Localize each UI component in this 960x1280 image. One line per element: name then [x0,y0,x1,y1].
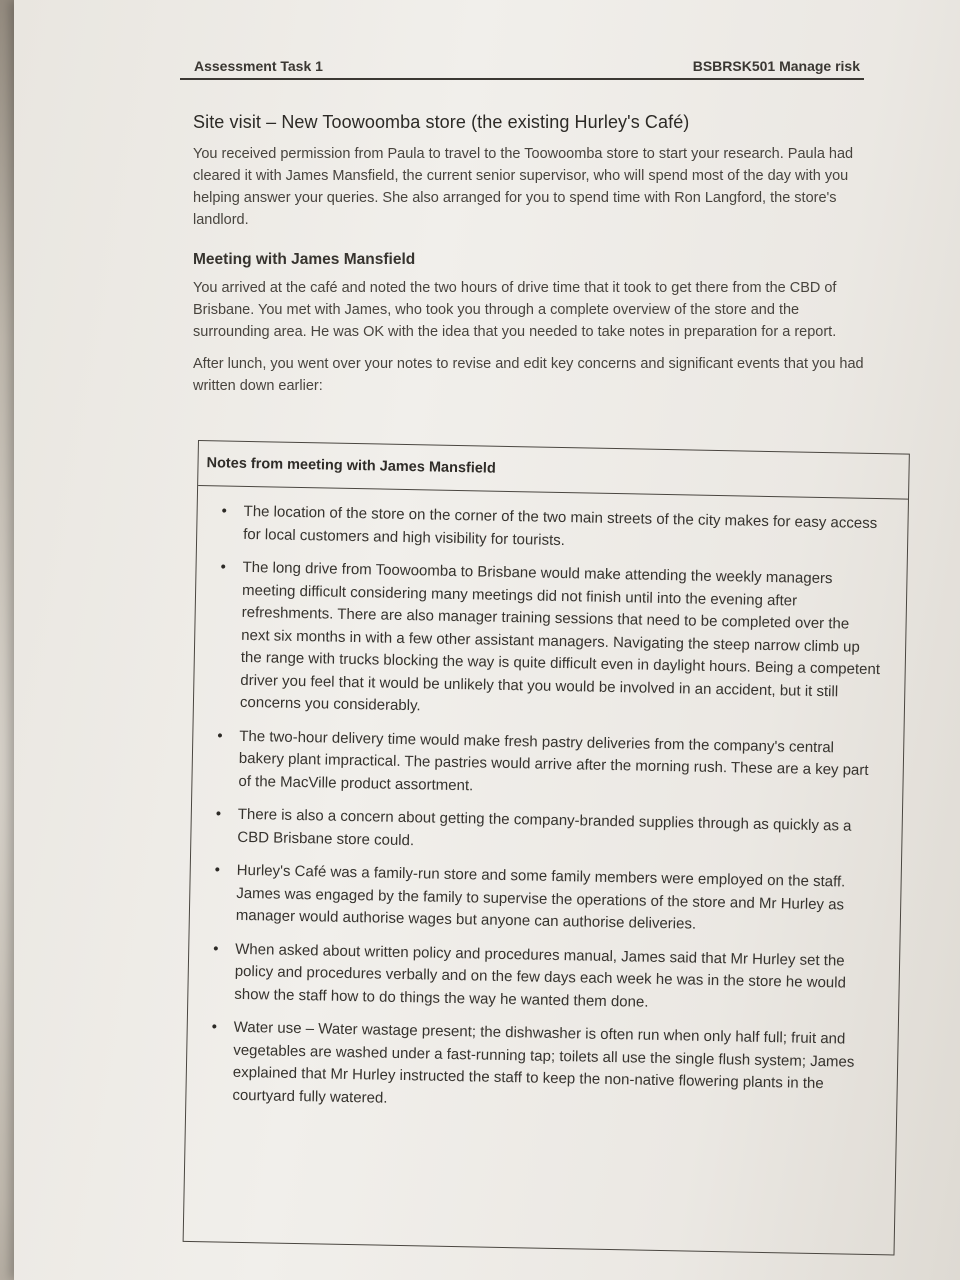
bullet-icon: • [214,861,221,879]
note-text: Water use – Water wastage present; the dishwasher is often run when only half full; fruit and vegetables are washed under a fast-running tap; toilets all use the single flush system; James explained that Mr Hurley instructed the staff to keep the non-native flowering plants in the courtyard fully watered. [232,1018,855,1107]
note-text: Hurley's Café was a family-run store and some family members were employed on the staff. James was engaged by the family to supervise the operations of the store and Mr Hurley as manager would authorise wages but anyone can authorise deliveries. [235,861,846,933]
notes-title: Notes from meeting with James Mansfield [198,441,909,500]
list-item [212,938,875,1018]
list-item [215,803,878,861]
list-item [221,500,884,558]
notes-box [183,440,910,1256]
list-item [218,556,883,726]
bullet-icon: • [221,502,228,520]
bullet-icon: • [215,805,222,823]
meeting-heading: Meeting with James Mansfield [193,251,416,268]
note-text: When asked about written policy and procedures manual, James said that Mr Hurley set the policy and procedures verbally and on the few days each week he was in the store he would show the staff how to do things the way he wanted them done. [234,940,847,1011]
page-header [180,56,864,80]
bullet-icon: • [217,726,223,745]
bullet-icon: • [211,1018,218,1036]
note-text: There is also a concern about getting the company-branded supplies through as quickly as a CBD Brisbane store could. [237,805,852,849]
note-text: The location of the store on the corner of the two main streets of the city makes for easy access for local customers and high visibility for tourists. [243,502,878,549]
meeting-paragraph-2: After lunch, you went over your notes to revise and edit key concerns and significant events that you had written down earlier: [193,356,864,394]
meeting-paragraph-1: You arrived at the café and noted the two hours of drive time that it took to get there from the CBD of Brisbane. You met with James, who took you through a complete overview of the store and the surrounding area. He was OK with the idea that you needed to take notes in preparation for a report. [193,280,837,340]
header-course-code: BSBRSK501 Manage risk [692,58,860,74]
intro-paragraph: You received permission from Paula to travel to the Toowoomba store to start your research. Paula had cleared it with James Mansfield, the current senior supervisor, who will spend most of the day with you helping answer your queries. She also arranged for you to spend time with Ron Langford, the store's landlord. [193,146,854,228]
notes-list [186,486,908,1120]
list-item [210,1016,874,1119]
note-text: The two-hour delivery time would make fresh pastry deliveries from the company's central bakery plant impractical. The pastries would arrive after the morning rush. These are a key part of the MacVille product assortment. [238,727,869,794]
list-item [214,859,877,939]
section-title: Site visit – New Toowoomba store (the existing Hurley's Café) [193,112,690,132]
main-content [193,112,873,407]
header-task-label: Assessment Task 1 [194,58,323,74]
list-item [216,725,879,805]
note-text: The long drive from Toowoomba to Brisbane would make attending the weekly managers meeting difficult considering many meetings did not finish until into the evening after refreshments. There are also manager training sessions that need to be completed over the next six months in with a few other assistant managers. Navigating the steep narrow climb up the range with trucks blocking the way is quite difficult even in daylight hours. Being a competent driver you feel that it would be unlikely that you would be involved in an accident, but it still concerns you considerably. [239,558,881,715]
bullet-icon: • [220,558,226,576]
bullet-icon: • [213,939,219,957]
